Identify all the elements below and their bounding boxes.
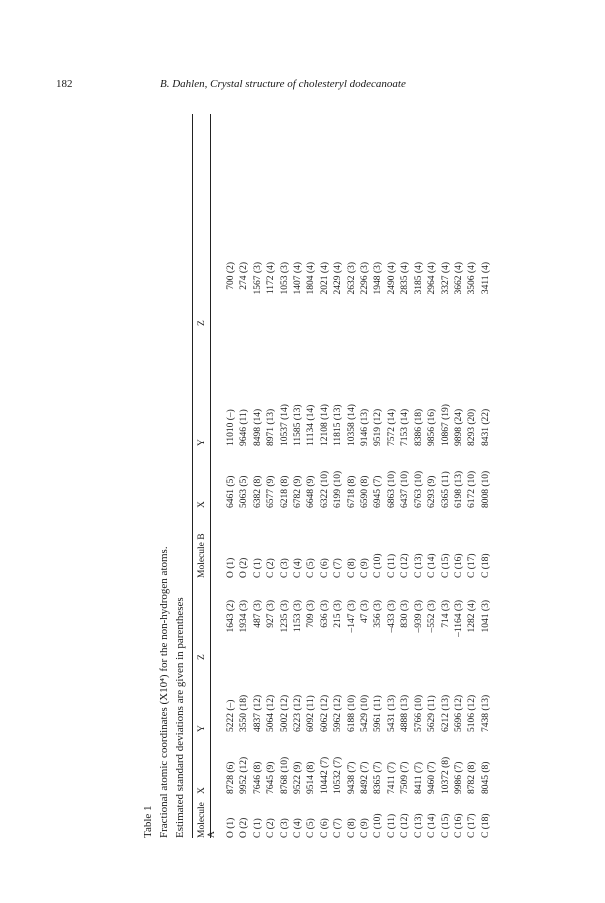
- column-header: Z: [197, 654, 207, 660]
- table-row: [372, 262, 385, 838]
- table-cell: 830 (3): [400, 600, 411, 628]
- table-cell: 3506 (4): [467, 262, 478, 295]
- table-cell: 2632 (3): [346, 262, 357, 295]
- table-cell: 7645 (9): [266, 761, 277, 794]
- coordinates-table: [197, 262, 493, 838]
- table-cell: C (15): [440, 813, 451, 838]
- table-cell: 8008 (10): [480, 470, 491, 508]
- table-cell: C (14): [427, 553, 438, 578]
- table-cell: 8411 (7): [413, 761, 424, 794]
- table-cell: 8498 (14): [252, 408, 263, 446]
- table-cell: C (16): [453, 553, 464, 578]
- table-cell: C (12): [400, 813, 411, 838]
- table-row: [413, 262, 426, 838]
- table-row: [332, 262, 345, 838]
- table-cell: –147 (3): [346, 600, 357, 633]
- table-cell: 356 (3): [373, 600, 384, 628]
- table-cell: 5002 (12): [279, 694, 290, 732]
- table-row: [440, 262, 453, 838]
- table-cell: 1041 (3): [480, 600, 491, 633]
- rotated-table-block: [142, 104, 542, 838]
- running-head: B. Dahlen, Crystal structure of cholesteryl dodecanoate: [160, 78, 406, 90]
- column-header: Molecule A: [197, 802, 217, 838]
- table-row: [453, 262, 466, 838]
- table-cell: 1153 (3): [293, 600, 304, 633]
- table-cell: 6577 (9): [266, 475, 277, 508]
- table-cell: 714 (3): [440, 600, 451, 628]
- table-cell: C (14): [427, 813, 438, 838]
- table-cell: C (18): [480, 553, 491, 578]
- column-header: Y: [197, 439, 207, 446]
- table-cell: 10358 (14): [346, 404, 357, 446]
- table-cell: 6223 (12): [293, 694, 304, 732]
- table-cell: 1172 (4): [266, 262, 277, 295]
- table-cell: C (6): [319, 818, 330, 838]
- table-cell: 3550 (18): [239, 694, 250, 732]
- table-cell: 2490 (4): [386, 262, 397, 295]
- table-cell: C (18): [480, 813, 491, 838]
- table-cell: 12108 (14): [319, 404, 330, 446]
- table-cell: C (3): [279, 818, 290, 838]
- column-header: Molecule B: [197, 533, 207, 578]
- table-cell: 7411 (7): [386, 761, 397, 794]
- table-cell: C (8): [346, 818, 357, 838]
- table-row: [217, 262, 238, 838]
- table-cell: C (5): [306, 818, 317, 838]
- table-cell: C (16): [453, 813, 464, 838]
- table-cell: C (15): [440, 553, 451, 578]
- table-cell: 6092 (11): [306, 695, 317, 732]
- table-cell: 927 (3): [266, 600, 277, 628]
- table-cell: –939 (3): [413, 600, 424, 633]
- table-cell: 8045 (8): [480, 761, 491, 794]
- table-cell: C (10): [373, 813, 384, 838]
- table-cell: 7509 (7): [400, 761, 411, 794]
- table-caption: Fractional atomic coordinates (X10⁴) for the non-hydrogen atoms.: [158, 546, 170, 838]
- table-row: [386, 262, 399, 838]
- table-cell: 4888 (13): [400, 694, 411, 732]
- table-row: [480, 262, 493, 838]
- page-number: 182: [56, 78, 73, 90]
- table-cell: C (2): [266, 818, 277, 838]
- table-cell: 1643 (2): [226, 600, 236, 633]
- table-cell: 6590 (8): [360, 475, 371, 508]
- table-row: [252, 262, 265, 838]
- table-cell: O (1): [226, 557, 236, 578]
- table-cell: 6648 (9): [306, 475, 317, 508]
- table-cell: C (17): [467, 813, 478, 838]
- table-row: [346, 262, 359, 838]
- table-cell: 2296 (3): [360, 262, 371, 295]
- table-cell: C (8): [346, 558, 357, 578]
- column-header: X: [197, 501, 207, 508]
- table-cell: 1567 (3): [252, 262, 263, 295]
- table-row: [265, 262, 278, 838]
- table-cell: 11585 (13): [293, 404, 304, 446]
- table-cell: 700 (2): [226, 262, 236, 290]
- table-cell: C (3): [279, 558, 290, 578]
- table-cell: 6718 (8): [346, 475, 357, 508]
- table-cell: 6198 (13): [453, 470, 464, 508]
- table-cell: 5961 (11): [373, 695, 384, 732]
- table-cell: 3185 (4): [413, 262, 424, 295]
- table-cell: 215 (3): [333, 600, 344, 628]
- table-cell: 6293 (9): [427, 475, 438, 508]
- table-row: [319, 262, 332, 838]
- table-cell: C (13): [413, 813, 424, 838]
- table-top-rule: [192, 114, 193, 838]
- table-cell: 8492 (7): [360, 761, 371, 794]
- table-row: [279, 262, 292, 838]
- table-cell: 6218 (8): [279, 475, 290, 508]
- table-cell: 6782 (9): [293, 475, 304, 508]
- table-cell: 9856 (16): [427, 408, 438, 446]
- table-cell: 8431 (22): [480, 408, 491, 446]
- column-header: Y: [197, 725, 207, 732]
- table-cell: 10372 (8): [440, 756, 451, 794]
- table-cell: 11010 (–): [226, 409, 236, 446]
- table-label: Table 1: [142, 805, 154, 838]
- table-cell: O (1): [226, 817, 236, 838]
- table-cell: C (7): [333, 558, 344, 578]
- table-cell: 9952 (12): [239, 756, 250, 794]
- table-cell: C (17): [467, 553, 478, 578]
- table-cell: 5431 (13): [386, 694, 397, 732]
- table-cell: 5222 (–): [226, 699, 236, 732]
- table-cell: 6945 (7): [373, 475, 384, 508]
- table-cell: 6763 (10): [413, 470, 424, 508]
- table-cell: 3662 (4): [453, 262, 464, 295]
- table-cell: 9146 (13): [360, 408, 371, 446]
- table-cell: C (11): [386, 813, 397, 838]
- table-row: [466, 262, 479, 838]
- table-cell: 5064 (12): [266, 694, 277, 732]
- table-cell: 3327 (4): [440, 262, 451, 295]
- table-cell: 9438 (7): [346, 761, 357, 794]
- table-cell: 6172 (10): [467, 470, 478, 508]
- table-cell: C (5): [306, 558, 317, 578]
- table-cell: 9460 (7): [427, 761, 438, 794]
- table-cell: 7438 (13): [480, 694, 491, 732]
- table-cell: 9519 (12): [373, 408, 384, 446]
- table-cell: 10867 (19): [440, 404, 451, 446]
- table-cell: 5429 (10): [360, 694, 371, 732]
- column-header: Z: [197, 320, 207, 326]
- table-cell: 274 (2): [239, 262, 250, 290]
- table-cell: C (9): [360, 558, 371, 578]
- table-cell: 9898 (24): [453, 408, 464, 446]
- table-cell: 9986 (7): [453, 761, 464, 794]
- table-cell: C (9): [360, 818, 371, 838]
- table-cell: 9522 (9): [293, 761, 304, 794]
- table-cell: –1164 (3): [453, 600, 464, 637]
- table-cell: 6188 (10): [346, 694, 357, 732]
- table-cell: 3411 (4): [480, 262, 491, 295]
- table-cell: 2021 (4): [319, 262, 330, 295]
- table-cell: C (13): [413, 553, 424, 578]
- table-cell: 6199 (10): [333, 470, 344, 508]
- table-cell: 5962 (12): [333, 694, 344, 732]
- table-cell: O (2): [239, 817, 250, 838]
- table-note: Estimated standard deviations are given in parentheses: [174, 597, 186, 838]
- table-cell: C (4): [293, 818, 304, 838]
- table-cell: O (2): [239, 557, 250, 578]
- table-body: [217, 262, 493, 838]
- table-cell: 1053 (3): [279, 262, 290, 295]
- table-cell: 10532 (7): [333, 756, 344, 794]
- table-cell: 10537 (14): [279, 404, 290, 446]
- table-cell: 8365 (7): [373, 761, 384, 794]
- table-cell: 8971 (13): [266, 408, 277, 446]
- table-cell: 1235 (3): [279, 600, 290, 633]
- table-cell: 8293 (20): [467, 408, 478, 446]
- table-cell: 5063 (5): [239, 475, 250, 508]
- table-row: [359, 262, 372, 838]
- table-cell: 6863 (10): [386, 470, 397, 508]
- table-cell: 6322 (10): [319, 470, 330, 508]
- column-header: X: [197, 787, 207, 794]
- table-cell: 5766 (10): [413, 694, 424, 732]
- table-cell: 6437 (10): [400, 470, 411, 508]
- table-row: [238, 262, 251, 838]
- table-cell: 6212 (13): [440, 694, 451, 732]
- table-cell: 6382 (8): [252, 475, 263, 508]
- table-cell: 6461 (5): [226, 475, 236, 508]
- table-cell: 7153 (14): [400, 408, 411, 446]
- table-cell: 2429 (4): [333, 262, 344, 295]
- table-cell: 7572 (14): [386, 408, 397, 446]
- table-cell: 2964 (4): [427, 262, 438, 295]
- table-row: [305, 262, 318, 838]
- table-cell: 709 (3): [306, 600, 317, 628]
- table-cell: 5629 (11): [427, 695, 438, 732]
- table-cell: 1948 (3): [373, 262, 384, 295]
- table-cell: C (6): [319, 558, 330, 578]
- table-cell: 1804 (4): [306, 262, 317, 295]
- table-cell: 9646 (11): [239, 409, 250, 446]
- table-cell: 487 (3): [252, 600, 263, 628]
- table-cell: 2835 (4): [400, 262, 411, 295]
- table-cell: 8386 (18): [413, 408, 424, 446]
- table-cell: 1282 (4): [467, 600, 478, 633]
- table-cell: C (4): [293, 558, 304, 578]
- table-cell: 6062 (12): [319, 694, 330, 732]
- table-cell: 1407 (4): [293, 262, 304, 295]
- table-cell: 5696 (12): [453, 694, 464, 732]
- table-cell: –552 (3): [427, 600, 438, 633]
- table-cell: 5106 (12): [467, 694, 478, 732]
- table-cell: 1934 (3): [239, 600, 250, 633]
- table-cell: 636 (3): [319, 600, 330, 628]
- table-cell: C (7): [333, 818, 344, 838]
- table-cell: C (12): [400, 553, 411, 578]
- table-cell: C (1): [252, 558, 263, 578]
- table-cell: –433 (3): [386, 600, 397, 633]
- table-cell: 8768 (10): [279, 756, 290, 794]
- table-row: [399, 262, 412, 838]
- table-cell: C (11): [386, 553, 397, 578]
- table-cell: C (1): [252, 818, 263, 838]
- table-cell: 11134 (14): [306, 404, 317, 446]
- table-row: [292, 262, 305, 838]
- table-cell: 9514 (8): [306, 761, 317, 794]
- table-cell: 8728 (6): [226, 761, 236, 794]
- table-row: [426, 262, 439, 838]
- table-cell: 10442 (7): [319, 756, 330, 794]
- table-cell: 6365 (11): [440, 471, 451, 508]
- table-cell: 8782 (8): [467, 761, 478, 794]
- table-cell: 4837 (12): [252, 694, 263, 732]
- table-cell: 7646 (8): [252, 761, 263, 794]
- table-cell: 47 (3): [360, 600, 371, 623]
- table-cell: C (10): [373, 553, 384, 578]
- table-cell: 11815 (13): [333, 404, 344, 446]
- table-header-row: [197, 262, 217, 838]
- table-cell: C (2): [266, 558, 277, 578]
